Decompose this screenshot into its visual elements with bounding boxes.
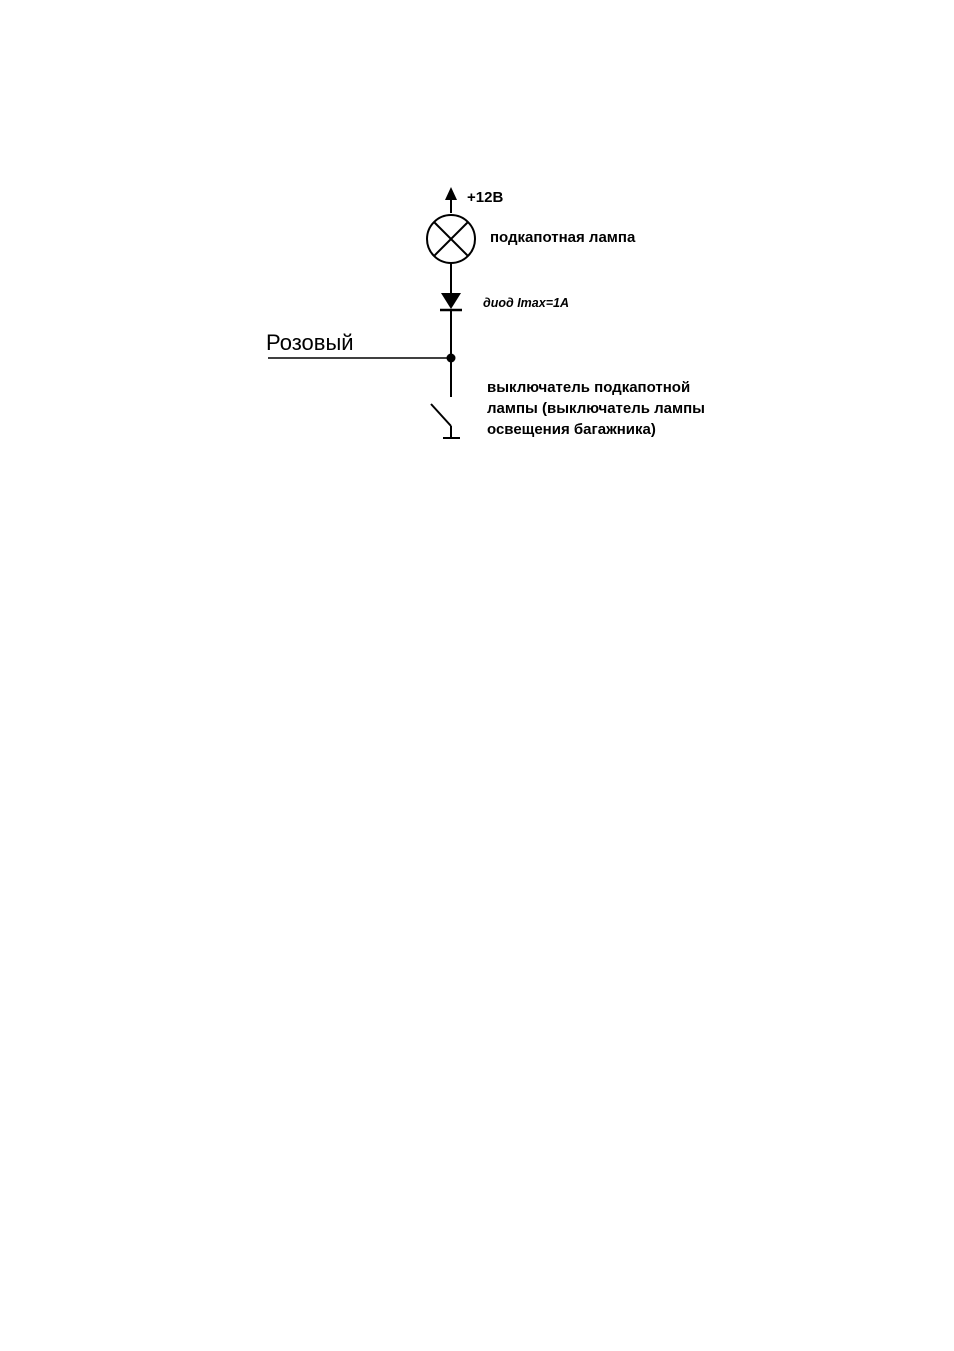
supply-arrow bbox=[445, 187, 457, 213]
lamp-label: подкапотная лампа bbox=[490, 229, 636, 246]
switch-symbol bbox=[431, 404, 451, 437]
diode-symbol bbox=[440, 293, 462, 317]
diode-label: диод Imax=1A bbox=[483, 296, 569, 310]
pink-wire-label: Розовый bbox=[266, 330, 354, 355]
switch-label-line-3: освещения багажника) bbox=[487, 421, 656, 438]
lamp-symbol bbox=[427, 215, 475, 263]
switch-label-line-1: выключатель подкапотной bbox=[487, 379, 691, 396]
switch-label-line-2: лампы (выключатель лампы bbox=[487, 400, 705, 417]
supply-voltage-label: +12В bbox=[467, 189, 504, 206]
